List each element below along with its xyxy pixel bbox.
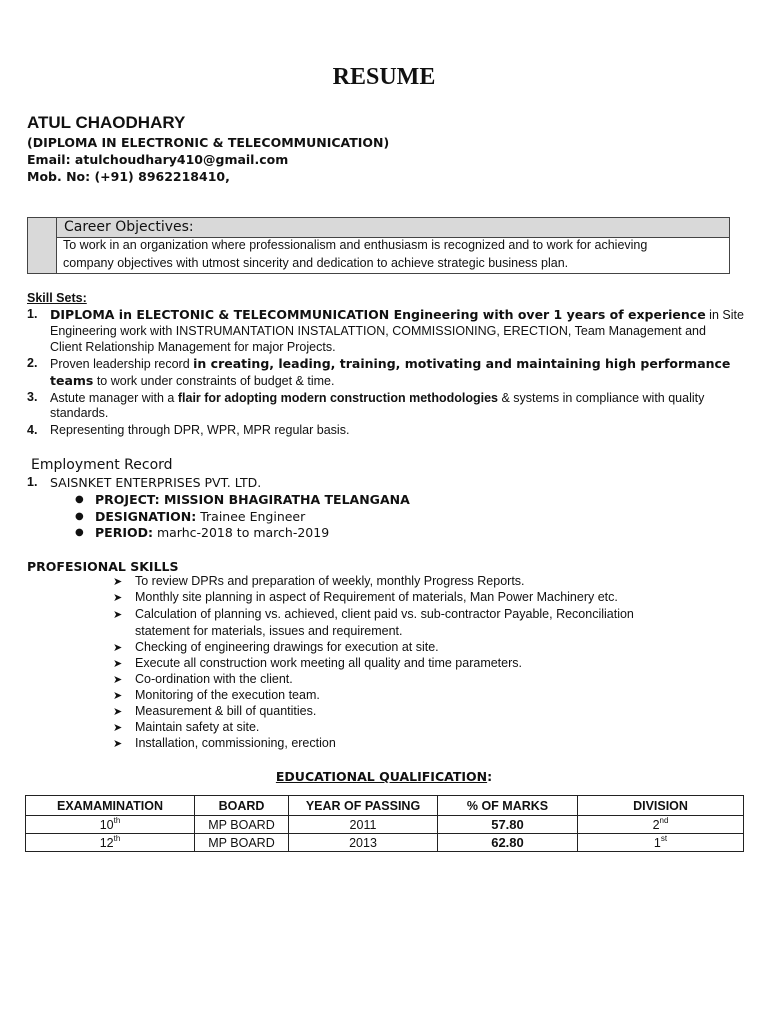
professional-skill-6: Co-ordination with the client. (135, 672, 293, 686)
arrowhead-icon: ➤ (113, 608, 123, 621)
skill-item-2-pre: Proven leadership record (50, 357, 194, 371)
qualification-line: (DIPLOMA IN ELECTRONIC & TELECOMMUNICATION) (27, 135, 390, 150)
header-board: BOARD (195, 796, 289, 816)
exam-value: 10 (99, 817, 114, 832)
professional-skill-5: Execute all construction work meeting all quality and time parameters. (135, 656, 522, 670)
cell-year: 2011 (289, 816, 438, 834)
cell-division (578, 816, 744, 834)
professional-skill-2: Monthly site planning in aspect of Requirement of materials, Man Power Machinery etc. (135, 590, 618, 604)
professional-skill-7: Monitoring of the execution team. (135, 688, 320, 702)
employment-period (95, 525, 329, 540)
career-objectives-heading: Career Objectives: (64, 219, 194, 235)
skill-item-3-line-1 (50, 390, 704, 405)
period-value: marhc-2018 to march-2019 (152, 525, 330, 540)
career-objectives-box (27, 217, 730, 274)
cell-board: MP BOARD (195, 834, 289, 852)
cell-exam (26, 816, 195, 834)
cell-board: MP BOARD (195, 816, 289, 834)
career-objectives-line-2: company objectives with utmost sincerity and dedication to achieve strategic business plan. (63, 256, 569, 270)
skill-item-1-rest: in Site (705, 308, 744, 322)
bullet-icon: ● (75, 527, 84, 538)
header-examination: EXAMAMINATION (26, 796, 195, 816)
exam-suffix: th (113, 833, 121, 843)
arrowhead-icon: ➤ (113, 721, 123, 734)
email-line: Email: atulchoudhary410@gmail.com (27, 152, 289, 167)
education-table-header (26, 796, 744, 816)
education-heading: EDUCATIONAL QUALIFICATION (275, 769, 488, 784)
employment-record-heading: Employment Record (31, 457, 173, 473)
period-label: PERIOD: (95, 525, 153, 540)
designation-label: DESIGNATION: (95, 509, 197, 524)
cell-year: 2013 (289, 834, 438, 852)
arrowhead-icon: ➤ (113, 689, 123, 702)
arrowhead-icon: ➤ (113, 641, 123, 654)
arrowhead-icon: ➤ (113, 673, 123, 686)
education-heading-wrap (0, 769, 768, 784)
education-heading-colon: : (487, 769, 493, 784)
arrowhead-icon: ➤ (113, 591, 123, 604)
employment-project (95, 492, 410, 507)
cell-division (578, 834, 744, 852)
page-title: RESUME (332, 64, 436, 90)
skill-number-2: 2. (27, 356, 38, 370)
division-value: 2 (652, 817, 660, 832)
designation-value: Trainee Engineer (196, 509, 306, 524)
education-table (25, 795, 744, 852)
skill-item-2-bold: in creating, leading, training, motivating and maintaining high performance (193, 356, 731, 371)
career-objectives-header (57, 218, 729, 238)
arrowhead-icon: ➤ (113, 737, 123, 750)
exam-suffix: th (113, 815, 121, 825)
arrowhead-icon: ➤ (113, 705, 123, 718)
professional-skill-8: Measurement & bill of quantities. (135, 704, 317, 718)
cell-exam (26, 834, 195, 852)
bullet-icon: ● (75, 511, 84, 522)
skill-number-4: 4. (27, 423, 38, 437)
career-objectives-line-1: To work in an organization where professionalism and enthusiasm is recognized and to work for achieving (63, 238, 648, 252)
project-label: PROJECT: (95, 492, 160, 507)
skill-number-3: 3. (27, 390, 38, 404)
project-value: MISSION BHAGIRATHA TELANGANA (159, 492, 410, 507)
header-year: YEAR OF PASSING (289, 796, 438, 816)
skill-number-1: 1. (27, 307, 38, 321)
arrowhead-icon: ➤ (113, 575, 123, 588)
candidate-name: ATUL CHAODHARY (27, 113, 186, 132)
employment-number-1: 1. (27, 475, 38, 489)
skill-item-2-line-2-rest: to work under constraints of budget & time. (93, 374, 335, 388)
skill-item-3-bold: flair for adopting modern construction methodologies (177, 391, 499, 405)
skill-item-1-bold: DIPLOMA in ELECTONIC & TELECOMMUNICATION Engineering with over 1 years of experience (50, 307, 706, 322)
bullet-icon: ● (75, 494, 84, 505)
exam-value: 12 (99, 835, 114, 850)
professional-skill-9: Maintain safety at site. (135, 720, 260, 734)
professional-skill-1: To review DPRs and preparation of weekly, monthly Progress Reports. (135, 574, 525, 588)
skill-item-2-line-2 (50, 373, 334, 388)
skill-item-4-line-1: Representing through DPR, WPR, MPR regular basis. (50, 423, 350, 437)
professional-skill-4: Checking of engineering drawings for execution at site. (135, 640, 439, 654)
skill-item-1-line-3: Client Relationship Management for major Projects. (50, 340, 336, 354)
table-row (26, 816, 744, 834)
professional-skill-3-continued: statement for materials, issues and requirement. (135, 624, 403, 638)
skill-item-3-line-2: standards. (50, 406, 109, 420)
skill-item-1-line-2: Engineering work with INSTRUMANTATION INSTALATTION, COMMISSIONING, ERECTION, Team Management and (50, 324, 706, 338)
header-division: DIVISION (578, 796, 744, 816)
division-suffix: nd (659, 815, 669, 825)
division-value: 1 (653, 835, 661, 850)
employment-company: SAISNKET ENTERPRISES PVT. LTD. (50, 475, 262, 490)
division-suffix: st (660, 833, 668, 843)
professional-skill-3: Calculation of planning vs. achieved, client paid vs. sub-contractor Payable, Reconciliation (135, 607, 634, 621)
skill-sets-heading: Skill Sets: (27, 291, 87, 305)
mobile-line: Mob. No: (+91) 8962218410, (27, 169, 230, 184)
skill-item-3-rest: & systems in compliance with quality (498, 391, 705, 405)
cell-marks: 62.80 (438, 834, 578, 852)
cell-marks: 57.80 (438, 816, 578, 834)
professional-skill-10: Installation, commissioning, erection (135, 736, 336, 750)
table-row (26, 834, 744, 852)
career-objectives-sidebar (28, 218, 57, 273)
professional-skills-heading: PROFESIONAL SKILLS (27, 559, 179, 574)
skill-item-1-line-1 (50, 307, 744, 322)
arrowhead-icon: ➤ (113, 657, 123, 670)
employment-designation (95, 509, 305, 524)
skill-item-2-line-1 (50, 356, 730, 371)
skill-item-3-pre: Astute manager with a (50, 391, 178, 405)
skill-item-2-line-2-bold: teams (50, 373, 94, 388)
header-marks: % OF MARKS (438, 796, 578, 816)
